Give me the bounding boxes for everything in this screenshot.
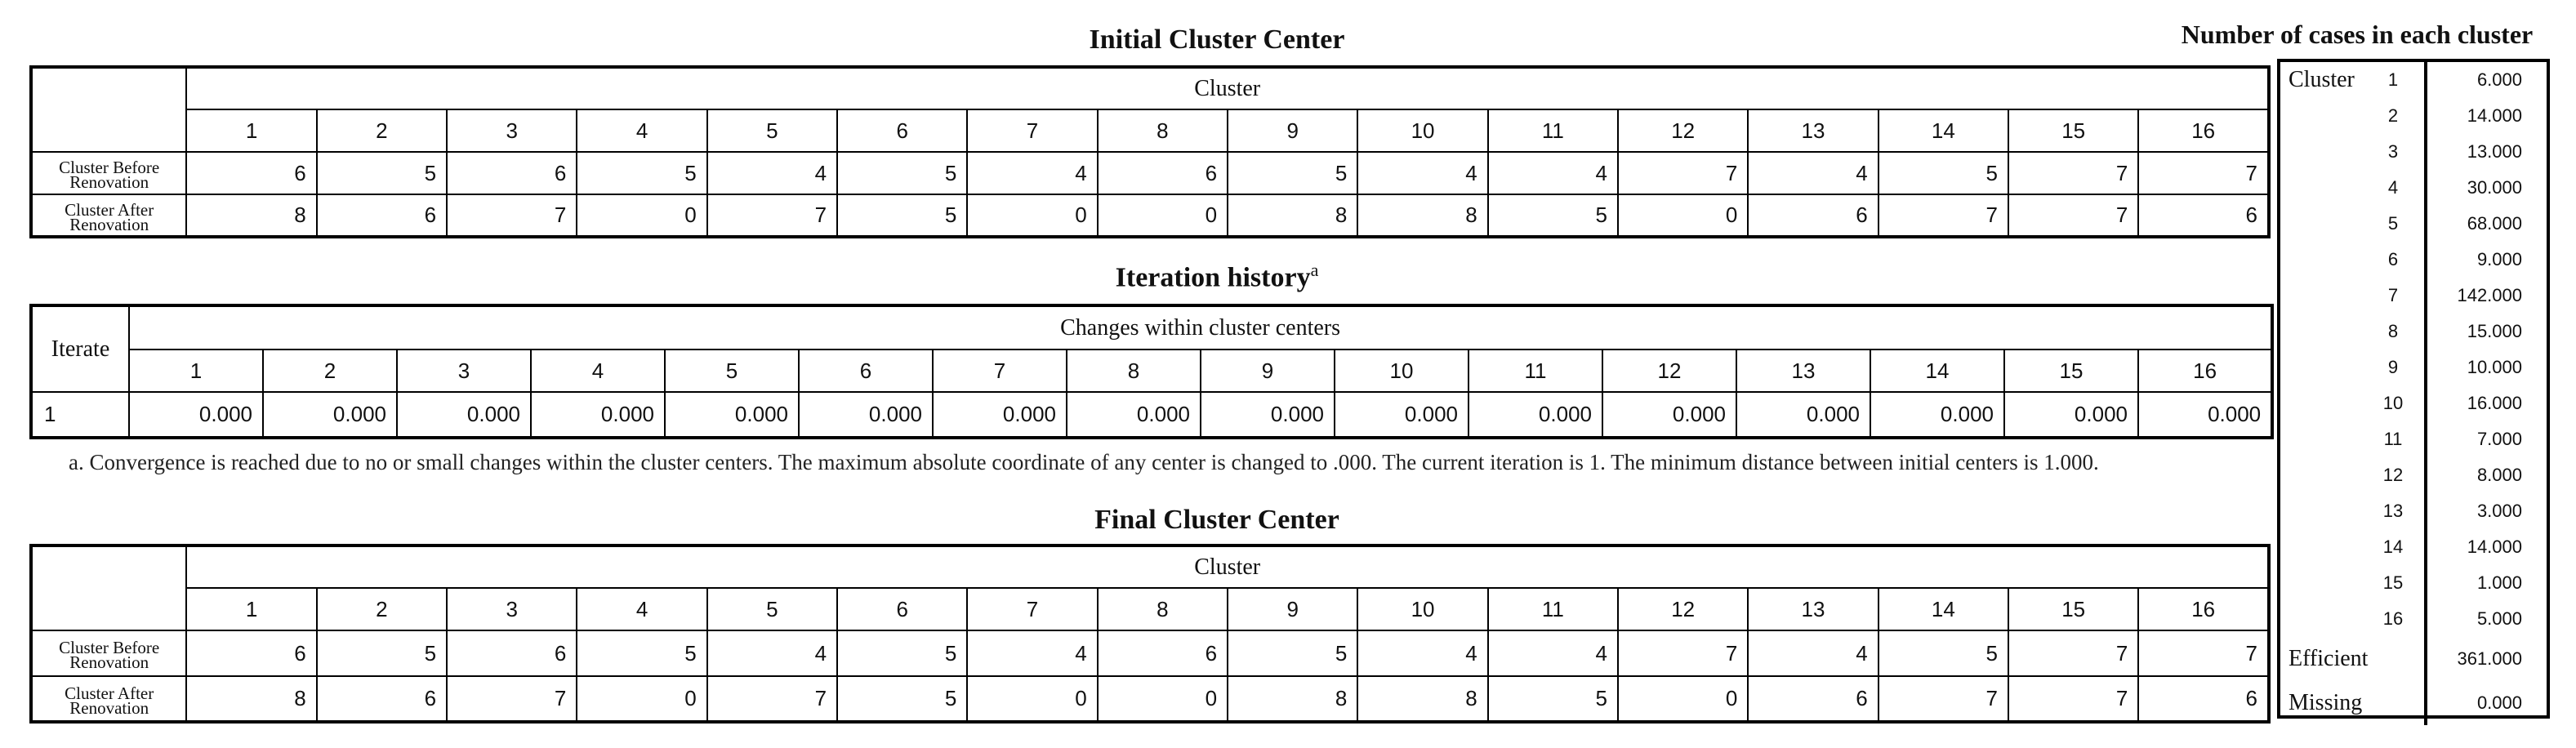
empty-cell (2280, 457, 2362, 493)
table-cell: 0.000 (1335, 392, 1468, 438)
column-header: 16 (2138, 588, 2269, 630)
table-cell: 0 (577, 194, 706, 237)
empty-cell (2280, 529, 2362, 565)
cluster-number: 9 (2387, 357, 2399, 377)
case-count: 14.000 (2426, 98, 2547, 134)
row-label-line: Cluster After (65, 199, 154, 220)
table-cell: 7 (2008, 676, 2138, 722)
table-cell: 5 (837, 676, 967, 722)
list-item (2280, 385, 2547, 421)
table-cell: 6 (1748, 194, 1878, 237)
column-header: 12 (1618, 109, 1748, 152)
column-header: 5 (665, 350, 799, 392)
table-cell: 0.000 (933, 392, 1067, 438)
changes-span-header: Changes within cluster centers (129, 305, 2272, 350)
table-cell: 4 (967, 630, 1097, 676)
list-item (2280, 170, 2547, 206)
cluster-column-header-row (31, 588, 2269, 630)
column-header: 2 (263, 350, 397, 392)
footnote-marker: a (1310, 260, 1319, 280)
table-cell: 5 (1488, 194, 1618, 237)
table-cell: 0.000 (2138, 392, 2272, 438)
iteration-history-table (29, 304, 2274, 439)
case-count: 14.000 (2426, 529, 2547, 565)
column-header: 9 (1228, 588, 1357, 630)
row-label-line: Cluster After (65, 683, 154, 703)
final-center-table (29, 544, 2271, 724)
iteration-column-header-row (31, 350, 2272, 392)
column-header: 16 (2138, 109, 2269, 152)
table-cell: 0.000 (1736, 392, 1870, 438)
cluster-number: 5 (2387, 213, 2399, 234)
column-header: 1 (129, 350, 263, 392)
empty-cell (2280, 601, 2362, 637)
table-cell: 5 (837, 194, 967, 237)
table-cell: 6 (2138, 676, 2269, 722)
column-header: 3 (397, 350, 531, 392)
row-label-line: Cluster Before (59, 638, 160, 657)
table-cell: 7 (1879, 194, 2008, 237)
table-cell: 0 (1098, 194, 1228, 237)
table-cell: 5 (1228, 630, 1357, 676)
list-item (2280, 206, 2547, 242)
case-count: 6.000 (2426, 62, 2547, 98)
table-cell: 5 (577, 152, 706, 194)
case-count: 1.000 (2426, 565, 2547, 601)
table-cell: 5 (837, 152, 967, 194)
case-count: 142.000 (2426, 278, 2547, 314)
final-center-table-wrap (29, 544, 2271, 724)
column-header: 8 (1098, 588, 1228, 630)
list-item (2280, 457, 2547, 493)
table-row (31, 194, 2269, 237)
empty-cell (2280, 565, 2362, 601)
list-item (2280, 493, 2547, 529)
table-cell: 4 (967, 152, 1097, 194)
row-label-line: Renovation (69, 172, 149, 192)
column-header: 13 (1748, 109, 1878, 152)
table-cell: 0.000 (799, 392, 933, 438)
table-cell: 7 (1618, 152, 1748, 194)
table-cell: 5 (317, 152, 447, 194)
table-cell: 7 (2008, 152, 2138, 194)
table-row (31, 630, 2269, 676)
table-cell: 4 (1357, 152, 1487, 194)
missing-label: Missing (2289, 690, 2363, 715)
table-cell: 8 (1228, 194, 1357, 237)
table-cell: 0 (1618, 676, 1748, 722)
column-header: 5 (707, 588, 837, 630)
table-cell: 7 (2008, 194, 2138, 237)
column-header: 3 (447, 588, 577, 630)
column-header: 4 (577, 109, 706, 152)
table-cell: 6 (1748, 676, 1878, 722)
table-cell: 5 (837, 630, 967, 676)
cluster-number: 12 (2382, 465, 2404, 485)
table-cell: 7 (707, 676, 837, 722)
row-label (31, 194, 186, 237)
table-cell: 5 (1228, 152, 1357, 194)
table-cell: 6 (1098, 152, 1228, 194)
cluster-label: Cluster (2289, 67, 2355, 92)
column-header: 12 (1602, 350, 1736, 392)
table-cell: 8 (186, 194, 316, 237)
column-header: 15 (2008, 109, 2138, 152)
table-cell: 6 (2138, 194, 2269, 237)
column-header: 1 (186, 109, 316, 152)
case-count: 30.000 (2426, 170, 2547, 206)
column-header: 7 (967, 588, 1097, 630)
initial-center-table-wrap (29, 65, 2271, 238)
cluster-number: 8 (2387, 321, 2399, 341)
cluster-span-header: Cluster (186, 545, 2269, 588)
empty-cell (2280, 385, 2362, 421)
table-cell: 6 (317, 676, 447, 722)
table-row (31, 676, 2269, 722)
column-header: 1 (186, 588, 316, 630)
list-item (2280, 350, 2547, 385)
table-corner-cell (31, 545, 186, 630)
table-cell: 0.000 (2004, 392, 2138, 438)
table-cell: 4 (1488, 152, 1618, 194)
column-header: 12 (1618, 588, 1748, 630)
column-header: 15 (2004, 350, 2138, 392)
table-cell: 4 (707, 630, 837, 676)
list-item (2280, 681, 2547, 725)
table-cell: 4 (1748, 152, 1878, 194)
table-cell: 0 (1618, 194, 1748, 237)
row-label-line: Renovation (69, 214, 149, 234)
cluster-number: 15 (2382, 572, 2404, 593)
iteration-history-title (898, 260, 1535, 293)
list-item (2280, 529, 2547, 565)
table-corner-cell (31, 67, 186, 152)
table-cell: 8 (1228, 676, 1357, 722)
column-header: 14 (1879, 109, 2008, 152)
missing-count: 0.000 (2426, 681, 2547, 725)
iteration-row-label: 1 (31, 392, 129, 438)
cluster-span-header: Cluster (186, 67, 2269, 109)
iteration-table-wrap (29, 304, 2274, 439)
column-header: 3 (447, 109, 577, 152)
table-cell: 4 (1748, 630, 1878, 676)
cases-title: Number of cases in each cluster (2181, 20, 2534, 49)
empty-cell (2280, 98, 2362, 134)
column-header: 8 (1098, 109, 1228, 152)
case-count: 3.000 (2426, 493, 2547, 529)
table-cell: 8 (1357, 676, 1487, 722)
list-item (2280, 242, 2547, 278)
column-header: 13 (1748, 588, 1878, 630)
cases-table (2280, 62, 2547, 725)
table-cell: 5 (1488, 676, 1618, 722)
column-header: 8 (1067, 350, 1201, 392)
empty-cell (2280, 350, 2362, 385)
row-label (31, 152, 186, 194)
empty-cell (2280, 170, 2362, 206)
table-cell: 6 (447, 152, 577, 194)
table-cell: 4 (1357, 630, 1487, 676)
convergence-footnote: a. Convergence is reached due to no or small changes within the cluster centers. The maximum absolute coordinate of any center is changed to .000. The current iteration is 1. The minimum distance between initial centers is 1.000. (69, 450, 2099, 474)
empty-cell (2280, 493, 2362, 529)
column-header: 14 (1879, 588, 2008, 630)
column-header: 15 (2008, 588, 2138, 630)
list-item (2280, 637, 2547, 681)
list-item (2280, 134, 2547, 170)
table-cell: 0.000 (1067, 392, 1201, 438)
case-count: 16.000 (2426, 385, 2547, 421)
table-cell: 0 (967, 676, 1097, 722)
empty-cell (2280, 314, 2362, 350)
table-cell: 5 (577, 630, 706, 676)
table-cell: 0.000 (1201, 392, 1335, 438)
cluster-number: 3 (2387, 141, 2399, 162)
table-cell: 7 (447, 676, 577, 722)
table-cell: 6 (1098, 630, 1228, 676)
empty-cell (2280, 134, 2362, 170)
table-cell: 7 (2008, 630, 2138, 676)
row-label (31, 630, 186, 676)
column-header: 13 (1736, 350, 1870, 392)
column-header: 2 (317, 109, 447, 152)
cluster-number: 2 (2387, 105, 2399, 126)
table-cell: 5 (1879, 152, 2008, 194)
list-item (2280, 98, 2547, 134)
cluster-number: 13 (2382, 501, 2404, 521)
case-count: 10.000 (2426, 350, 2547, 385)
table-cell: 0.000 (665, 392, 799, 438)
column-header: 4 (577, 588, 706, 630)
column-header: 9 (1228, 109, 1357, 152)
table-cell: 8 (186, 676, 316, 722)
efficient-count: 361.000 (2426, 637, 2547, 681)
list-item (2280, 601, 2547, 637)
empty-cell (2280, 421, 2362, 457)
list-item (2280, 565, 2547, 601)
table-cell: 7 (2138, 152, 2269, 194)
table-cell: 6 (186, 630, 316, 676)
iterate-label: Iterate (31, 305, 129, 392)
table-cell: 0.000 (1870, 392, 2004, 438)
column-header: 2 (317, 588, 447, 630)
table-cell: 8 (1357, 194, 1487, 237)
cases-table-wrap (2277, 59, 2550, 719)
cluster-column-header-row (31, 109, 2269, 152)
cluster-number: 4 (2387, 177, 2399, 198)
table-cell: 0.000 (129, 392, 263, 438)
case-count: 7.000 (2426, 421, 2547, 457)
empty-cell (2280, 242, 2362, 278)
initial-center-title: Initial Cluster Center (1089, 24, 1345, 55)
table-cell: 0.000 (1602, 392, 1736, 438)
table-cell: 0 (577, 676, 706, 722)
list-item (2280, 278, 2547, 314)
case-count: 15.000 (2426, 314, 2547, 350)
row-label-line: Cluster Before (59, 158, 160, 177)
column-header: 7 (933, 350, 1067, 392)
table-cell: 0.000 (397, 392, 531, 438)
case-count: 5.000 (2426, 601, 2547, 637)
list-item (2280, 62, 2547, 98)
table-cell: 7 (707, 194, 837, 237)
column-header: 5 (707, 109, 837, 152)
table-row (31, 392, 2272, 438)
table-cell: 4 (707, 152, 837, 194)
empty-cell (2280, 278, 2362, 314)
empty-cell (2280, 206, 2362, 242)
column-header: 4 (531, 350, 665, 392)
column-header: 10 (1335, 350, 1468, 392)
table-cell: 6 (186, 152, 316, 194)
table-cell: 5 (1879, 630, 2008, 676)
list-item (2280, 421, 2547, 457)
cluster-number: 14 (2382, 537, 2404, 557)
table-cell: 7 (1879, 676, 2008, 722)
cluster-number: 7 (2387, 285, 2399, 305)
table-row (31, 152, 2269, 194)
column-header: 10 (1357, 588, 1487, 630)
cluster-number: 11 (2383, 429, 2403, 449)
case-count: 8.000 (2426, 457, 2547, 493)
efficient-label: Efficient (2289, 646, 2369, 671)
column-header: 6 (799, 350, 933, 392)
table-cell: 0.000 (1468, 392, 1602, 438)
column-header: 7 (967, 109, 1097, 152)
initial-center-table (29, 65, 2271, 238)
column-header: 9 (1201, 350, 1335, 392)
column-header: 14 (1870, 350, 2004, 392)
column-header: 6 (837, 109, 967, 152)
cluster-number: 16 (2382, 608, 2404, 629)
cluster-number: 1 (2387, 69, 2399, 90)
column-header: 11 (1468, 350, 1602, 392)
case-count: 9.000 (2426, 242, 2547, 278)
table-cell: 7 (1618, 630, 1748, 676)
table-cell: 0.000 (263, 392, 397, 438)
table-cell: 6 (447, 630, 577, 676)
row-label (31, 676, 186, 722)
column-header: 10 (1357, 109, 1487, 152)
cluster-number: 10 (2382, 393, 2404, 413)
case-count: 68.000 (2426, 206, 2547, 242)
table-cell: 6 (317, 194, 447, 237)
table-cell: 4 (1488, 630, 1618, 676)
table-cell: 7 (2138, 630, 2269, 676)
column-header: 11 (1488, 588, 1618, 630)
table-cell: 0 (967, 194, 1097, 237)
cluster-number: 6 (2387, 249, 2399, 269)
table-cell: 7 (447, 194, 577, 237)
table-cell: 5 (317, 630, 447, 676)
list-item (2280, 314, 2547, 350)
table-cell: 0 (1098, 676, 1228, 722)
column-header: 16 (2138, 350, 2272, 392)
row-label-line: Renovation (69, 652, 149, 672)
column-header: 11 (1488, 109, 1618, 152)
table-cell: 0.000 (531, 392, 665, 438)
case-count: 13.000 (2426, 134, 2547, 170)
column-header: 6 (837, 588, 967, 630)
final-center-title: Final Cluster Center (1094, 505, 1339, 535)
iteration-history-title-text: Iteration history (1115, 262, 1311, 293)
row-label-line: Renovation (69, 697, 149, 718)
